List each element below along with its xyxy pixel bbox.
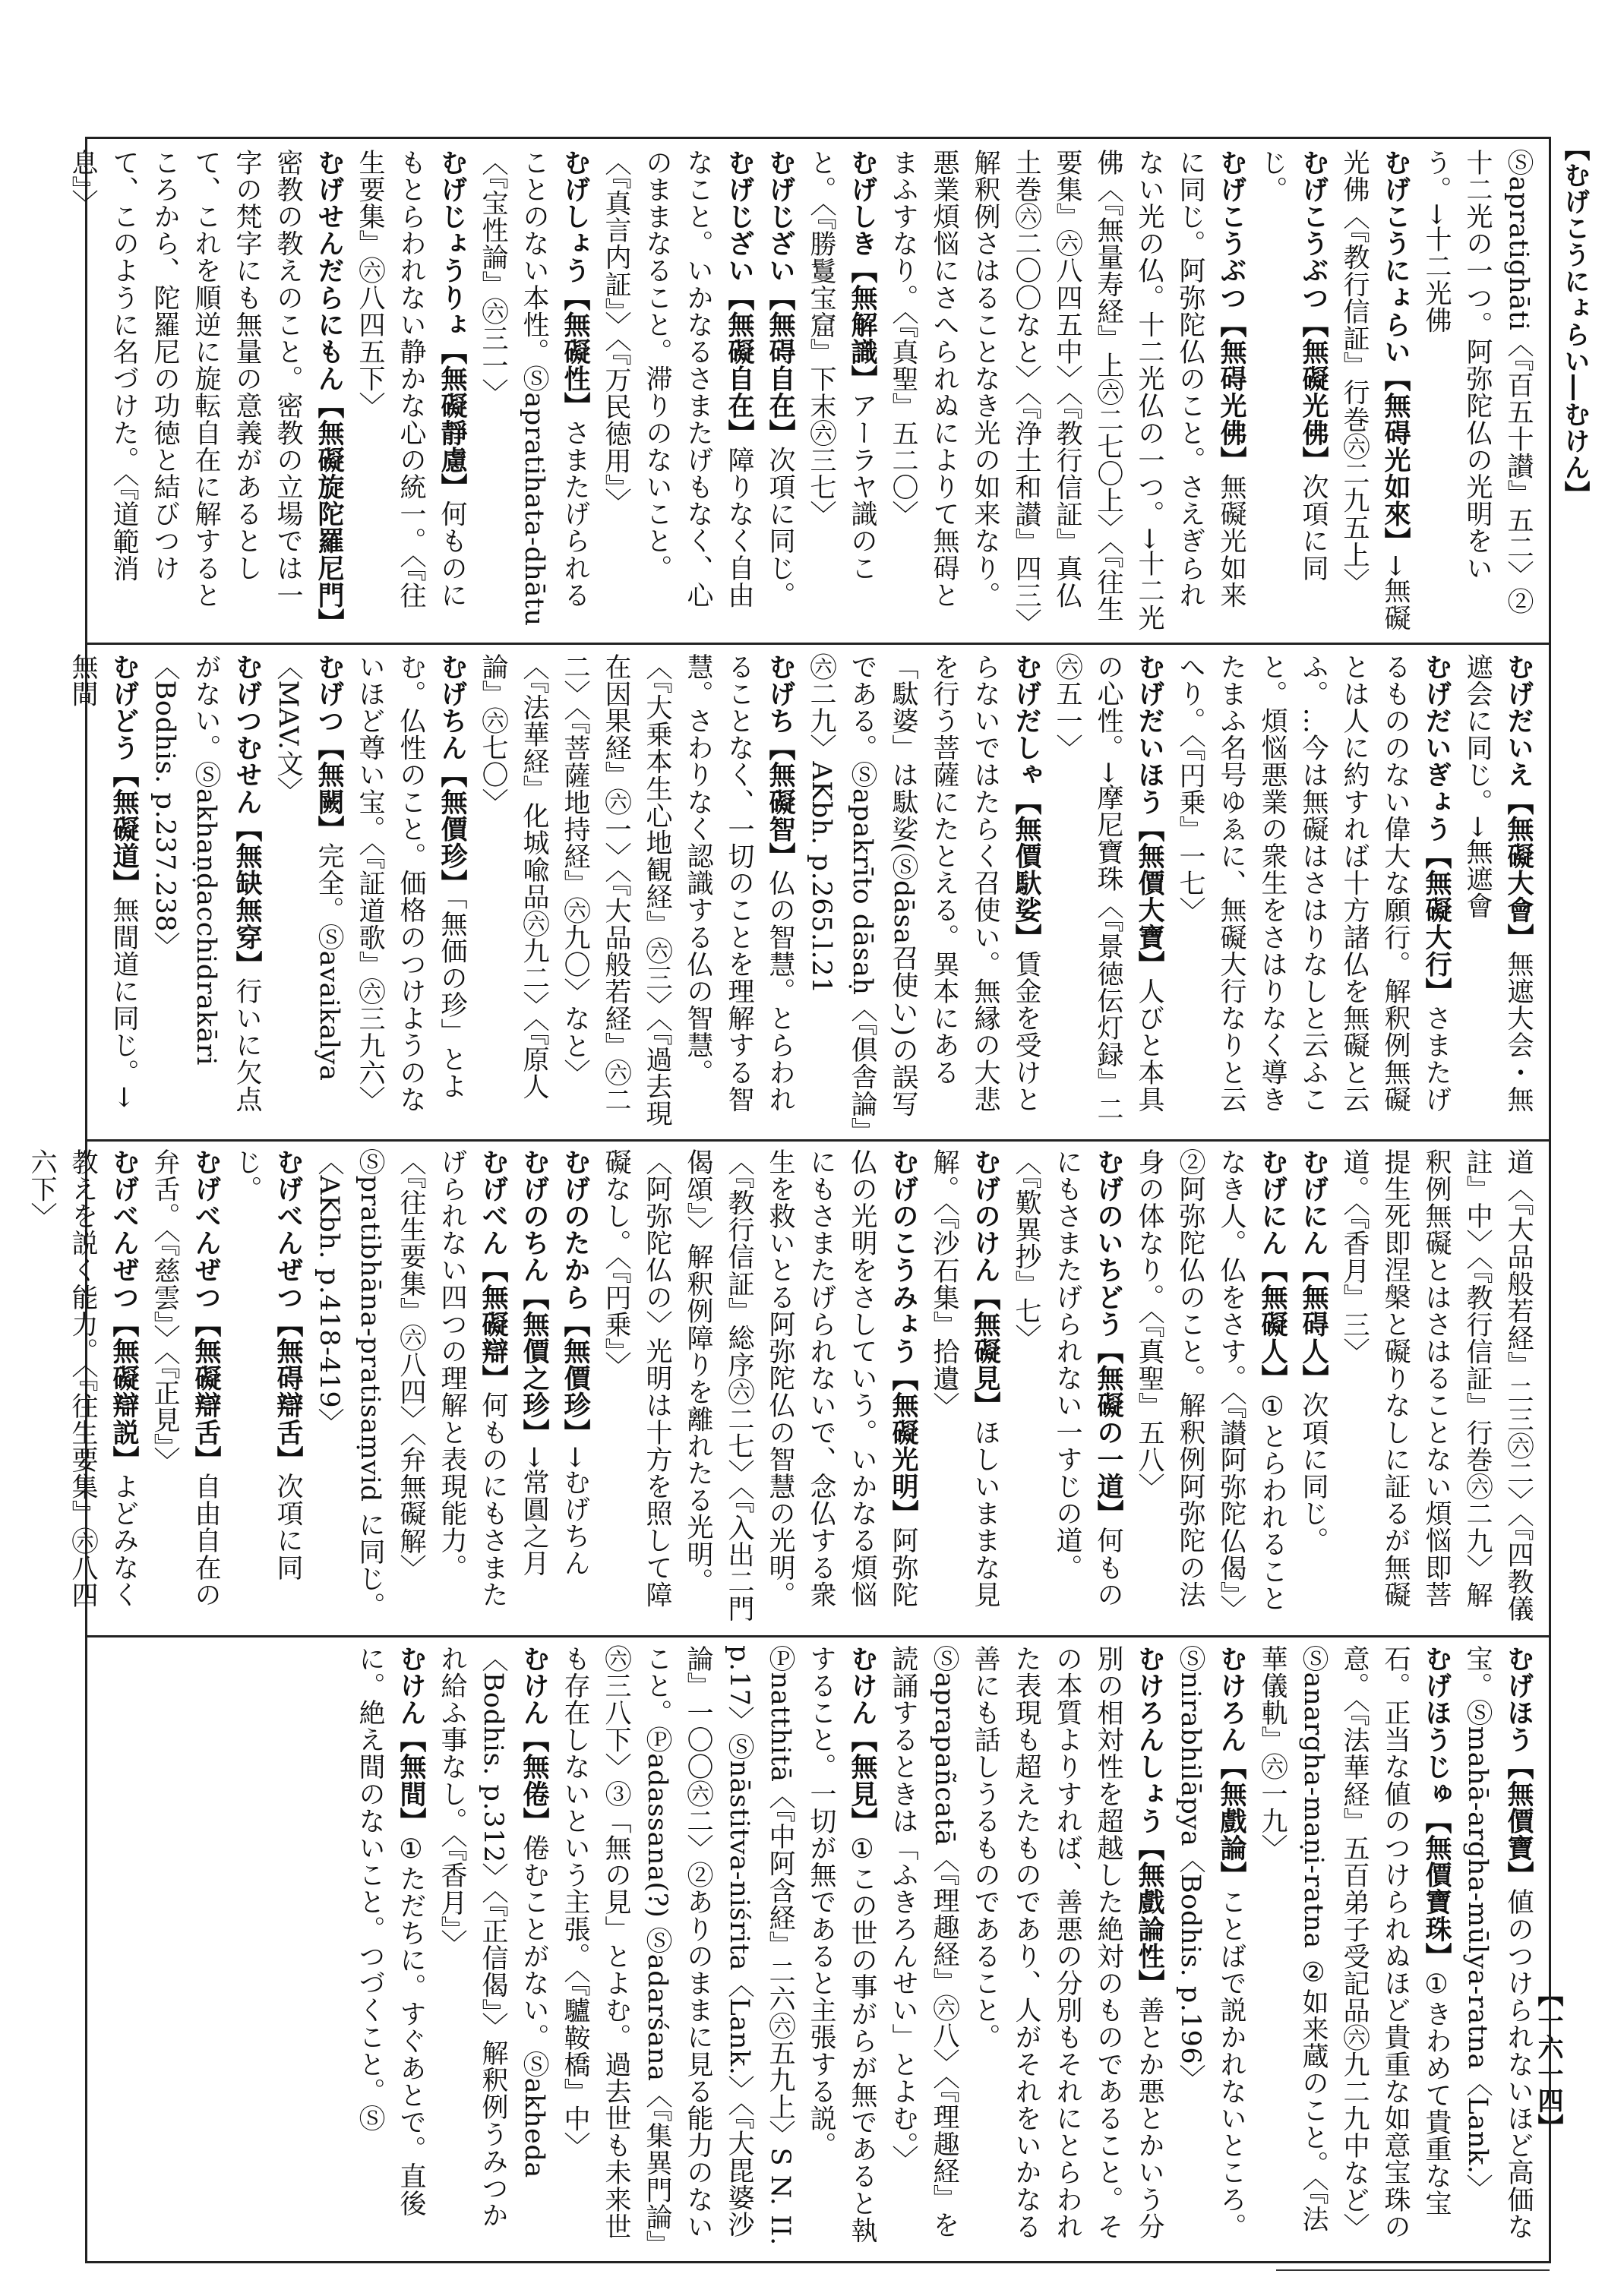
entry-definition: 次項に同じ。 [232, 1148, 303, 1581]
entry-definition: 道〈『大品般若経』二三㊅二〉〈『四教儀註』中〉〈『教行信証』行巻㊅二九〉解釈例無礙とはさはることない煩悩即菩提生死即涅槃と礙りなしに証るが無礙道。〈『香月』三〉 [1339, 1148, 1534, 1622]
entry-definition: 倦むことがない。Ⓢakheda〈Bodhis. p.312〉〈『正信偈』〉解釈例うみつかれ給ふ事なし。〈『香月』〉 [437, 1645, 549, 2229]
entry-headword: むけろんしょう【無戲論性】 [1134, 1645, 1165, 1997]
entry-definition: ①ただちに。すぐあとで。直後に。絶え間のないこと。つづくこと。Ⓢ [355, 1645, 426, 2217]
entry-definition: 何ものにもさまたげられない一すじの道。〈『歎異抄』七〉 [1011, 1148, 1123, 1609]
entry-headword: むげべんぜつ【無礙辯説】 [109, 1148, 140, 1473]
dictionary-entry [601, 1148, 918, 1622]
entry-definition: 無遮大会・無遮会に同じ。→無遮會 [1462, 653, 1534, 1113]
dictionary-entry [1011, 1148, 1123, 1608]
entry-headword: むげのいちどう【無礙の一道】 [1093, 1148, 1124, 1527]
entry-headword: むげにん【無礙人】 [1257, 1148, 1288, 1392]
dictionary-tier-4 [97, 1645, 1539, 2250]
entry-definition: さまたげるもののない偉大な願行。解釈例無礙とは人に約すれば十方諸仏を無礙と云ふ。…今は無礙はさはりなしと云ふこと。煩悩悪業の衆生をさはりなく導きたまふ名号ゆゑに、無礙大行なりと云へり。〈『円乗』一七〉 [1175, 653, 1452, 1113]
dictionary-entry [765, 149, 795, 608]
entry-definition: ①この世の事がらが無であると執すること。一切が無であると主張する説。Ⓟnatthitā〈『中阿含経』二六㊅五九上〉S N. II. p.17〉Ⓢnāstitva-niśrita〈Lank.〉〈『大毘婆沙論』一〇〇㊅二〉②ありのままに見る能力のないこと。Ⓟadassana(?) Ⓢadarśana〈『集異門論』㊅三八下〉③「無の見」とよむ。過去世も未来世も存在しないという主張。〈『驢鞍橋』中〉 [560, 1645, 877, 2246]
entry-headword: むげつむせん【無缺無穿】 [232, 653, 263, 978]
tier-divider [85, 643, 1551, 645]
entry-headword: むけろん【無戲論】 [1216, 1645, 1247, 1889]
entry-headword: むげどう【無礙道】 [109, 653, 140, 897]
entry-headword: むげつ【無闕】 [314, 653, 345, 843]
entry-headword: むげじざい【無礙自在】 [724, 149, 755, 447]
entry-definition: ①きわめて貴重な宝石。正当な値のつけられぬほど貴重な如意宝珠の意。〈『法華経』五百弟子受記品㊅九二九中など〉Ⓢanargha-maṇi-ratna ②如来蔵のこと。〈『法華儀軌』㊅一九〉 [1257, 1645, 1452, 2241]
dictionary-entry [1339, 149, 1411, 631]
entry-definition: 障りなく自由なこと。いかなるさまたげもなく、心のままなること。滞りのないこと。〈『真言内証』〉〈『万民徳用』〉 [601, 149, 754, 609]
dictionary-entry [1052, 653, 1164, 1123]
entry-headword: むげこうぶつ【無碍光佛】 [1216, 149, 1247, 474]
dictionary-tier-3 [27, 1148, 1539, 1627]
dictionary-entry [806, 149, 877, 582]
entry-headword: むげだしゃ【無價馱娑】 [1011, 653, 1042, 951]
entry-definition: 密教の教えのこと。密教の立場では一字の梵字にも無量の意義があるとして、これを順逆に旋転自在に解するところから、陀羅尼の功徳と結びつけて、このように名づけた。〈『道範消息』〉 [68, 149, 303, 609]
entry-definition: 無礙光如来に同じ。阿弥陀仏のこと。さえぎられない光の仏。十二光仏の一つ。→十二光佛〈『無量寿経』上㊅二七〇上〉〈『往生要集』㊅八四五中〉〈『教行信証』真仏土巻㊅二〇〇なと〉〈『浄土和讃』四三〉解釈例さはることなき光の如来なり。悪業煩悩にさへられぬによりて無碍とまふすなり。〈『真聖』五二〇〉 [888, 149, 1246, 632]
entry-definition: 何ものにもとらわれない静かな心の統一。〈『往生要集』㊅八四五下〉 [355, 149, 467, 609]
dictionary-entry [560, 1148, 590, 1577]
page-number: 【一六一四】 [1533, 1981, 1563, 2140]
dictionary-entry [1421, 149, 1534, 615]
page-header-title: 【むげこうにょらい―むけん】 [1559, 135, 1590, 507]
entry-definition: ①とらわれることなき人。仏をさす。〈『讃阿弥陀仏偈』〉②阿弥陀仏のこと。解釈例阿弥陀の法身の体なり。〈『真聖』五八〉 [1134, 1148, 1288, 1622]
entry-definition: よどみなく教えを説く能力。〈『往生要集』㊅八四六下〉 [27, 1148, 139, 1609]
entry-definition: 次項に同じ。 [1298, 1391, 1329, 1555]
entry-headword: むげじょうりょ【無礙靜慮】 [437, 149, 468, 501]
entry-headword: むげのたから【無價珍】 [560, 1148, 591, 1446]
dictionary-entry [437, 1645, 549, 2228]
entry-headword: むげじざい【無碍自在】 [765, 149, 796, 447]
dictionary-entry [232, 1148, 303, 1581]
dictionary-entry [355, 149, 467, 609]
entry-headword: むけん【無倦】 [519, 1645, 550, 1835]
entry-headword: むげせんだらにもん【無礙旋陀羅尼門】 [314, 149, 345, 636]
entry-headword: むげのけん【無礙見】 [970, 1148, 1001, 1419]
dictionary-entry [519, 1148, 549, 1577]
entry-definition: 行いに欠点がない。Ⓢakhaṇḍacchidrakāri〈Bodhis. p.237.238〉 [150, 653, 262, 1113]
entry-definition: 次項に同じ。 [765, 446, 795, 609]
dictionary-entry [888, 1645, 1164, 2240]
entry-definition: アーラヤ識のこと。〈『勝鬘宝窟』下末㊅三七〉 [806, 149, 877, 582]
entry-headword: むげしょう【無礙性】 [560, 149, 591, 419]
dictionary-entry [150, 1148, 221, 1608]
entry-definition: 仏の智慧。とらわれることなく、一切のことを理解する智慧。さわりなく認識する仏の智慧。〈『大乗本生心地観経』㊅三〉〈『過去現在因果経』㊅一〉〈『大品般若経』㊅二二〉〈『菩薩地持経』㊅九〇〉なと〉〈『法華経』化城喩品㊅九二〉〈『原人論』㊅七〇〉 [478, 653, 795, 1127]
entry-definition: 値のつけられないほど高価な宝。Ⓢmahā-argha-mūlya-ratna〈Lank.〉 [1462, 1645, 1534, 2241]
dictionary-entry [1175, 1645, 1246, 2240]
entry-definition: Ⓢapratighāti〈『百五十讃』五二〉②十二光の一つ。阿弥陀仏の光明をいう。→十二光佛 [1421, 149, 1534, 615]
entry-headword: むげのこうみょう【無礙光明】 [888, 1148, 919, 1527]
entry-headword: むげのちん【無價之珍】 [519, 1148, 550, 1446]
tier-divider [85, 1635, 1551, 1637]
dictionary-entry [1134, 1148, 1288, 1622]
entry-definition: 「無価の珍」とよむ。仏性のこと。価格のつけようのないほど尊い宝。〈『証道歌』㊅三九六〉 [355, 653, 467, 1113]
entry-headword: むげだいえ【無礙大會】 [1503, 653, 1534, 951]
dictionary-entry [68, 149, 344, 636]
entry-headword: むげち【無礙智】 [765, 653, 796, 870]
dictionary-entry [601, 149, 754, 608]
entry-definition: 完全。Ⓢavaikalya〈MAV.文〉 [273, 653, 344, 1082]
dictionary-entry [1339, 1148, 1534, 1622]
entry-headword: むげべんぜつ【無礙辯舌】 [191, 1148, 222, 1473]
entry-definition: 次項に同じ。 [1257, 149, 1329, 582]
dictionary-entry [68, 653, 139, 1109]
entry-definition: 善とか悪とかいう分別の相対性を超越した絶対のものであること。その本質よりすれば、善悪の分別もそれにとらわれた表現も超えたものであり、人がそれをいかなる善にも話しうるものであること。Ⓢaprapañcatā〈『理趣経』㊅八〉〈『理趣経』を読誦するときは「ふきろんせい」とよむ。〉 [888, 1645, 1164, 2241]
entry-definition: 人びと本具の心性。→摩尼寶珠〈『景徳伝灯録』二㊅五一〉 [1052, 653, 1164, 1123]
entry-definition: さまたげられることのない本性。Ⓢapratihata-dhātu〈『宝性論』㊅三一〉 [478, 149, 590, 627]
entry-definition: →常圓之月 [519, 1445, 549, 1577]
entry-headword: むげべん【無礙辯】 [478, 1148, 509, 1392]
dictionary-tier-1 [68, 149, 1539, 636]
dictionary-entry [560, 1645, 877, 2246]
dictionary-entry [888, 149, 1246, 631]
dictionary-entry [355, 1645, 426, 2217]
dictionary-entry [478, 653, 795, 1127]
dictionary-entry [929, 1148, 1000, 1608]
entry-definition: 何ものにもさまたげられない四つの理解と表現能力。〈『往生要集』㊅八四〉〈弁無礙解〉Ⓢpratibhāna-pratisaṃvid に同じ。〈AKbh. p.418-419〉 [314, 1148, 508, 1619]
dictionary-entry [1175, 653, 1452, 1113]
entry-headword: むげこうにょらい【無碍光如來】 [1380, 149, 1411, 554]
dictionary-entry [273, 653, 344, 1082]
entry-definition: →むげちん [560, 1445, 590, 1577]
entry-definition: 自由自在の弁舌。〈『慈雲』〉〈『正見』〉 [150, 1148, 221, 1609]
entry-definition: 賃金を受けとらないではたらく召使い。無縁の大悲を行う菩薩にたとえる。異本にある「駄婆」は駄娑(Ⓢdāsa召使い)の誤写である。Ⓢapakrīto dāsaḥ〈『倶舎論』㊅二九〉AKbh. p.265.l.21 [806, 653, 1041, 1132]
entry-definition: →無礙光佛〈『教行信証』行巻㊅二九五上〉 [1339, 149, 1411, 632]
entry-definition: 無間道に同じ。→無間 [68, 653, 139, 1109]
dictionary-entry [314, 1148, 508, 1619]
entry-definition: 阿弥陀仏の光明をさしていう。いかなる煩悩にもさまたげられないで、念仏する衆生を救いとる阿弥陀仏の智慧の光明。〈『教行信証』総序㊅二七〉〈『入出二門偈頌』〉解釈例障りを離れたる光明。〈阿弥陀仏の〉光明は十方を照して障礙なし。〈『円乗』〉 [601, 1148, 918, 1622]
entry-headword: むげべんぜつ【無碍辯舌】 [273, 1148, 304, 1473]
dictionary-entry [1298, 1148, 1329, 1554]
entry-headword: むげこうぶつ【無礙光佛】 [1298, 149, 1329, 474]
dictionary-tier-2 [68, 653, 1539, 1132]
tier-divider [85, 1139, 1551, 1142]
dictionary-entry [355, 653, 467, 1113]
entry-headword: むけん【無見】 [847, 1645, 878, 1835]
entry-headword: むげちん【無價珍】 [437, 653, 468, 897]
entry-definition: ことばで説かれないところ。Ⓢnirabhilāpya〈Bodhis. p.196〉 [1175, 1645, 1246, 2241]
dictionary-entry [806, 653, 1041, 1131]
footer-rule [1276, 2269, 1550, 2271]
entry-headword: むけん【無間】 [396, 1645, 427, 1835]
dictionary-entry [1462, 1645, 1534, 2240]
dictionary-entry [27, 1148, 139, 1609]
entry-headword: むげほうじゅ【無價寶珠】 [1421, 1645, 1452, 1970]
dictionary-entry [1257, 1645, 1452, 2241]
entry-headword: むげだいほう【無價大寶】 [1134, 653, 1165, 978]
dictionary-entry [1462, 653, 1534, 1113]
dictionary-entry [478, 149, 590, 627]
entry-headword: むげしき【無解識】 [847, 149, 878, 393]
entry-definition: ほしいままな見解。〈『沙石集』拾遺〉 [929, 1148, 1000, 1609]
entry-headword: むげだいぎょう【無礙大行】 [1421, 653, 1452, 1005]
dictionary-entry [1257, 149, 1329, 582]
dictionary-entry [150, 653, 262, 1113]
entry-headword: むげにん【無碍人】 [1298, 1148, 1329, 1392]
entry-headword: むげほう【無價寶】 [1503, 1645, 1534, 1889]
